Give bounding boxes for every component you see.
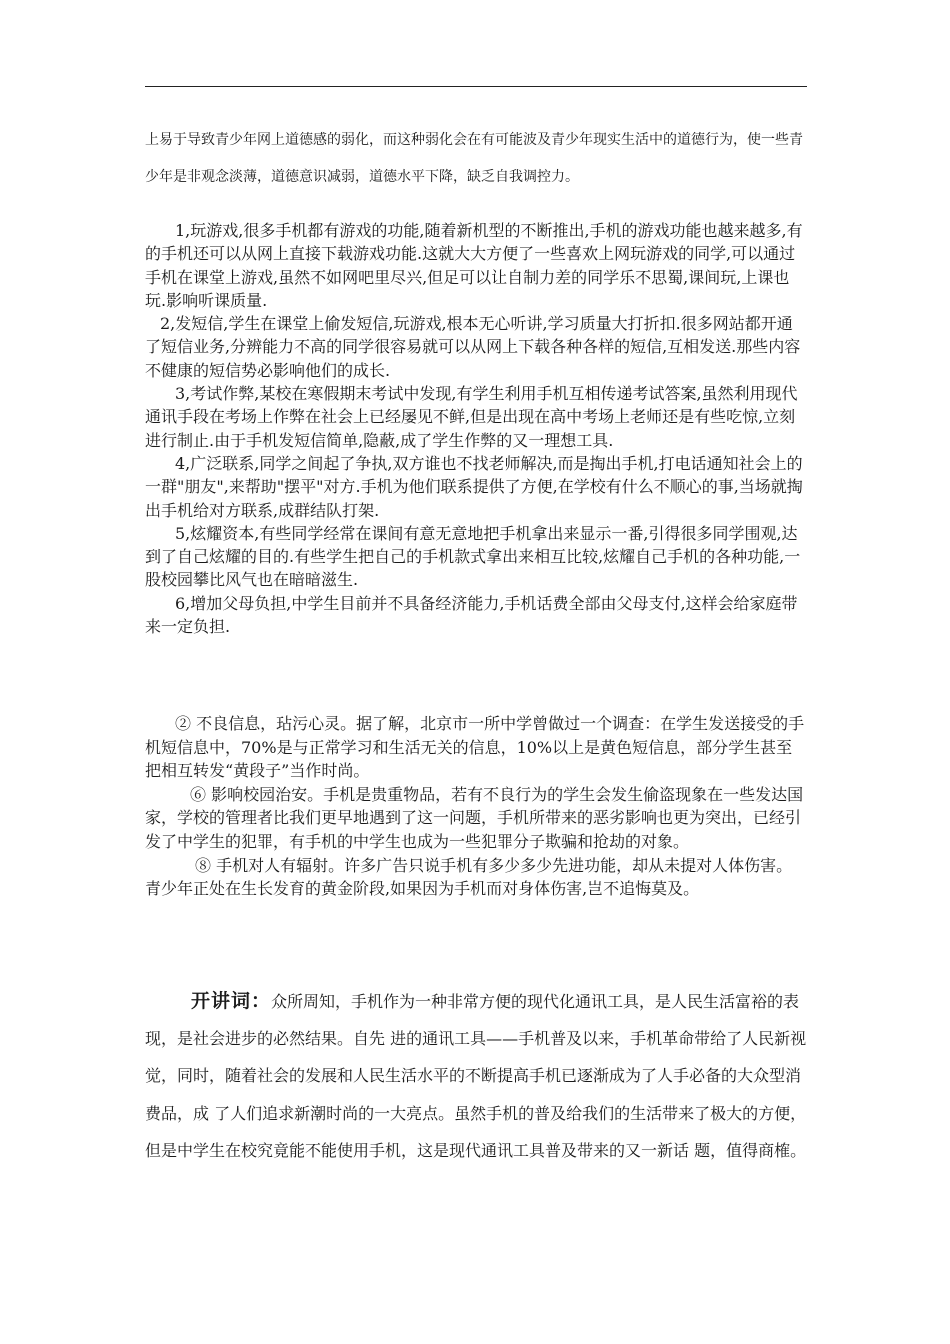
intro-paragraph — [145, 122, 807, 196]
harm-campus-security: ⑥ 影响校园治安。手机是贵重物品，若有不良行为的学生会发生偷盗现象在一些发达国家，学校的管理者比我们更早地遇到了这一问题，手机所带来的恶劣影响也更为突出，已经引发了中学生的犯罪，有手机的中学生也成为一些犯罪分子欺骗和抢劫的对象。 — [145, 784, 804, 851]
intro-text: 上易于导致青少年网上道德感的弱化，而这种弱化会在有可能波及青少年现实生活中的道德行为，使一些青少年是非观念淡薄，道德意识减弱，道德水平下降，缺乏自我调控力。 — [145, 132, 803, 185]
header-rule — [145, 86, 807, 87]
point-parents-burden: 6,增加父母负担,中学生目前并不具备经济能力,手机话费全部由父母支付,这样会给家庭带来一定负担. — [145, 593, 798, 637]
opening-label: 开讲词： — [191, 990, 272, 1012]
opening-text: 众所周知，手机作为一种非常方便的现代化通讯工具，是人民生活富裕的表现，是社会进步的必然结果。自先 进的通讯工具——手机普及以来，手机革命带给了人民新视觉，同时，随着社会的发展和人民生活水平的不断提高手机已逐渐成为了人手必备的大众型消费品，成 了人们追求新潮时尚的一大亮点。虽然手机的普及给我们的生活带来了极大的方便，但是中学生在校究竟能不能使用手机，这是现代通讯工具普及带来的又一新话 题，值得商榷。 — [145, 992, 807, 1160]
harm-radiation: ⑧ 手机对人有辐射。许多广告只说手机有多少多少先进功能，却从未提对人体伤害。青少年正处在生长发育的黄金阶段,如果因为手机而对身体伤害,岂不追悔莫及。 — [145, 855, 793, 899]
point-sms: 2,发短信,学生在课堂上偷发短信,玩游戏,根本无心听讲,学习质量大打折扣.很多网站都开通了短信业务,分辨能力不高的同学很容易就可以从网上下载各种各样的短信,互相发送.那些内容不健康的短信势必影响他们的成长. — [145, 314, 801, 380]
point-games: 1,玩游戏,很多手机都有游戏的功能,随着新机型的不断推出,手机的游戏功能也越来越多,有的手机还可以从网上直接下载游戏功能.这就大大方便了一些喜欢上网玩游戏的同学,可以通过手机在课堂上游戏,虽然不如网吧里尽兴,但足可以让自制力差的同学乐不思蜀,课间玩,上课也玩.影响听课质量. — [145, 221, 803, 310]
points-section — [145, 219, 807, 638]
harms-section — [145, 712, 807, 901]
point-contacts: 4,广泛联系,同学之间起了争执,双方谁也不找老师解决,而是掏出手机,打电话通知社会上的一群"朋友",来帮助"摆平"对方.手机为他们联系提供了方便,在学校有什么不顺心的事,当场就掏出手机给对方联系,成群结队打架. — [145, 453, 803, 520]
opening-section — [145, 983, 807, 1169]
point-showoff: 5,炫耀资本,有些同学经常在课间有意无意地把手机拿出来显示一番,引得很多同学围观,达到了自己炫耀的目的.有些学生把自己的手机款式拿出来相互比较,炫耀自己手机的各种功能,一股校园攀比风气也在暗暗滋生. — [145, 523, 801, 590]
harm-bad-info: ② 不良信息，玷污心灵。据了解，北京市一所中学曾做过一个调查：在学生发送接受的手机短信息中，70%是与正常学习和生活无关的信息，10%以上是黄色短信息，部分学生甚至把相互转发“黄段子”当作时尚。 — [145, 714, 805, 781]
point-cheating: 3,考试作弊,某校在寒假期末考试中发现,有学生利用手机互相传递考试答案,虽然利用现代通讯手段在考场上作弊在社会上已经屡见不鲜,但是出现在高中考场上老师还是有些吃惊,立刻进行制止.由于手机发短信简单,隐蔽,成了学生作弊的又一理想工具. — [145, 384, 798, 450]
opening-paragraph — [145, 983, 807, 1169]
